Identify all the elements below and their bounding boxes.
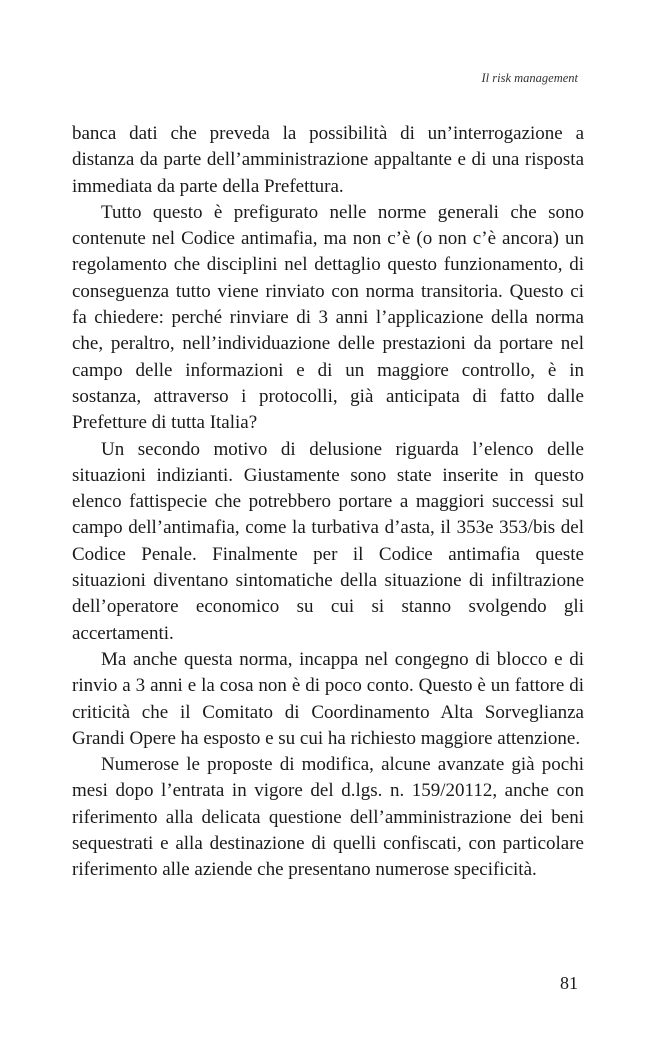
paragraph: banca dati che preveda la possibilità di un’interrogazione a distanza da parte dell’amministrazione appaltante e di una risposta immediata da parte della Prefettura. (72, 123, 584, 197)
body-text (72, 121, 584, 884)
paragraph: Tutto questo è prefigurato nelle norme generali che sono contenute nel Codice antimafia, ma non c’è (o non c’è ancora) un regolamento che disciplini nel dettaglio questo funzionamento, di conseguenza tutto viene rinviato con norma transitoria. Questo ci fa chiedere: perché rinviare di 3 anni l’applicazione della norma che, peraltro, nell’individuazione delle prestazioni da portare nel campo delle informazioni e di un maggiore controllo, è in sostanza, attraverso i protocolli, già anticipata di fatto dalle Prefetture di tutta Italia? (72, 201, 584, 434)
page-number: 81 (560, 973, 578, 993)
paragraph: Un secondo motivo di delusione riguarda l’elenco delle situazioni indizianti. Giustamente sono state inserite in questo elenco fattispecie che potrebbero portare a maggiori successi sul campo dell’antimafia, come la turbativa d’asta, il 353e 353/bis del Codice Penale. Finalmente per il Codice antimafia queste situazioni diventano sintomatiche della situazione di infiltrazione dell’operatore economico su cui si stanno svolgendo gli accertamenti. (72, 438, 584, 644)
running-header: Il risk management (481, 71, 578, 85)
paragraph: Numerose le proposte di modifica, alcune avanzate già pochi mesi dopo l’entrata in vigore del d.lgs. n. 159/20112, anche con riferimento alla delicata questione dell’amministrazione dei beni sequestrati e alla destinazione di quelli confiscati, con particolare riferimento alle aziende che presentano numerose specificità. (72, 754, 584, 881)
paragraph: Ma anche questa norma, incappa nel congegno di blocco e di rinvio a 3 anni e la cosa non è di poco conto. Questo è un fattore di criticità che il Comitato di Coordinamento Alta Sorveglianza Grandi Opere ha esposto e su cui ha richiesto maggiore attenzione. (72, 648, 584, 749)
